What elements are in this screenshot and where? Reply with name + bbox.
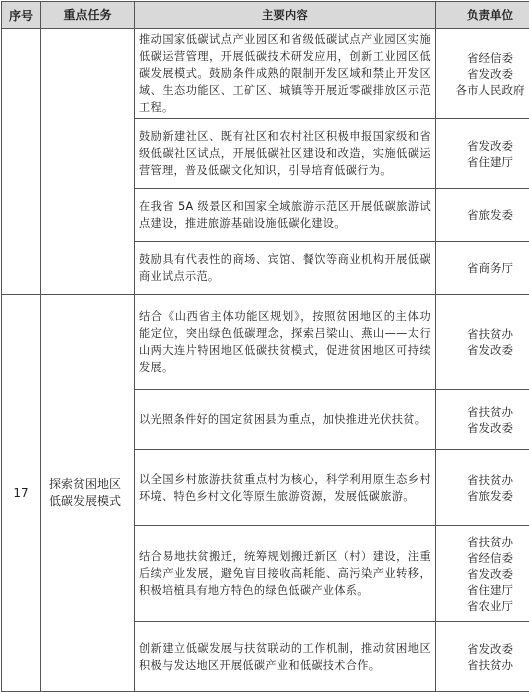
content-cell: 以光照条件好的国定贫困县为重点，加快推进光伏扶贫。 — [135, 390, 436, 450]
header-unit: 负责单位 — [436, 2, 529, 29]
unit-cell — [436, 295, 529, 390]
table-header-row — [2, 2, 529, 29]
unit-cell — [436, 119, 529, 189]
content-cell: 结合《山西省主体功能区规划》，按照贫困地区的主体功能定位，突出绿色低碳理念，探索吕梁山、燕山——太行山两大连片特困地区低碳扶贫模式，促进贫困地区可持续发展。 — [135, 295, 436, 390]
unit-name: 各市人民政府 — [438, 82, 529, 98]
row-task-cell — [41, 29, 135, 295]
unit-cell — [436, 189, 529, 242]
table-row — [2, 29, 529, 119]
unit-name: 省扶贫办 — [438, 472, 529, 488]
table-row — [2, 295, 529, 390]
unit-cell — [436, 450, 529, 526]
task-table — [1, 1, 529, 692]
content-cell: 推动国家低碳试点产业园区和省级低碳试点产业园区实施低碳运营管理，开展低碳技术研发应用，创新工业园区低碳发展模式。鼓励条件成熟的限制开发区域和禁止开发区域、生态功能区、工矿区、城镇等开展近零碳排放区示范工程。 — [135, 29, 436, 119]
unit-name: 省扶贫办 — [438, 657, 529, 673]
unit-cell — [436, 622, 529, 692]
unit-name: 省商务厅 — [438, 260, 529, 276]
content-cell: 创新建立低碳发展与扶贫联动的工作机制，推动贫困地区积极与发达地区开展低碳产业和低碳技术合作。 — [135, 622, 436, 692]
unit-name: 省经信委 — [438, 550, 529, 566]
unit-name: 省经信委 — [438, 50, 529, 66]
row-task-cell: 探索贫困地区低碳发展模式 — [41, 295, 135, 692]
header-num: 序号 — [2, 2, 41, 29]
content-cell: 以全国乡村旅游扶贫重点村为核心，科学利用原生态乡村环境、特色乡村文化等原生旅游资源，发展低碳旅游。 — [135, 450, 436, 526]
header-task: 重点任务 — [41, 2, 135, 29]
unit-name: 省发改委 — [438, 138, 529, 154]
unit-cell — [436, 526, 529, 622]
unit-name: 省发改委 — [438, 420, 529, 436]
content-cell: 鼓励具有代表性的商场、宾馆、餐饮等商业机构开展低碳商业试点示范。 — [135, 242, 436, 295]
unit-name: 省扶贫办 — [438, 534, 529, 550]
unit-name: 省发改委 — [438, 342, 529, 358]
unit-name: 省发改委 — [438, 641, 529, 657]
unit-name: 省住建厅 — [438, 154, 529, 170]
unit-name: 省发改委 — [438, 66, 529, 82]
unit-cell — [436, 242, 529, 295]
unit-name: 省旅发委 — [438, 488, 529, 504]
row-num-cell — [2, 29, 41, 295]
unit-name: 省农业厅 — [438, 598, 529, 614]
unit-name: 省扶贫办 — [438, 326, 529, 342]
content-cell: 鼓励新建社区、既有社区和农村社区积极申报国家级和省级低碳社区试点，开展低碳社区建设和改造，实施低碳运营管理，普及低碳文化知识，引导培育低碳行为。 — [135, 119, 436, 189]
unit-name: 省住建厅 — [438, 582, 529, 598]
unit-name: 省旅发委 — [438, 207, 529, 223]
header-content: 主要内容 — [135, 2, 436, 29]
unit-cell — [436, 390, 529, 450]
unit-cell — [436, 29, 529, 119]
content-cell: 结合易地扶贫搬迁，统筹规划搬迁新区（村）建设，注重后续产业发展，避免盲目接收高耗能、高污染产业转移，积极培植具有地方特色的绿色低碳产业体系。 — [135, 526, 436, 622]
unit-name: 省扶贫办 — [438, 404, 529, 420]
content-cell: 在我省 5A 级景区和国家全域旅游示范区开展低碳旅游试点建设，推进旅游基础设施低碳化建设。 — [135, 189, 436, 242]
row-num-cell: 17 — [2, 295, 41, 692]
unit-name: 省发改委 — [438, 566, 529, 582]
